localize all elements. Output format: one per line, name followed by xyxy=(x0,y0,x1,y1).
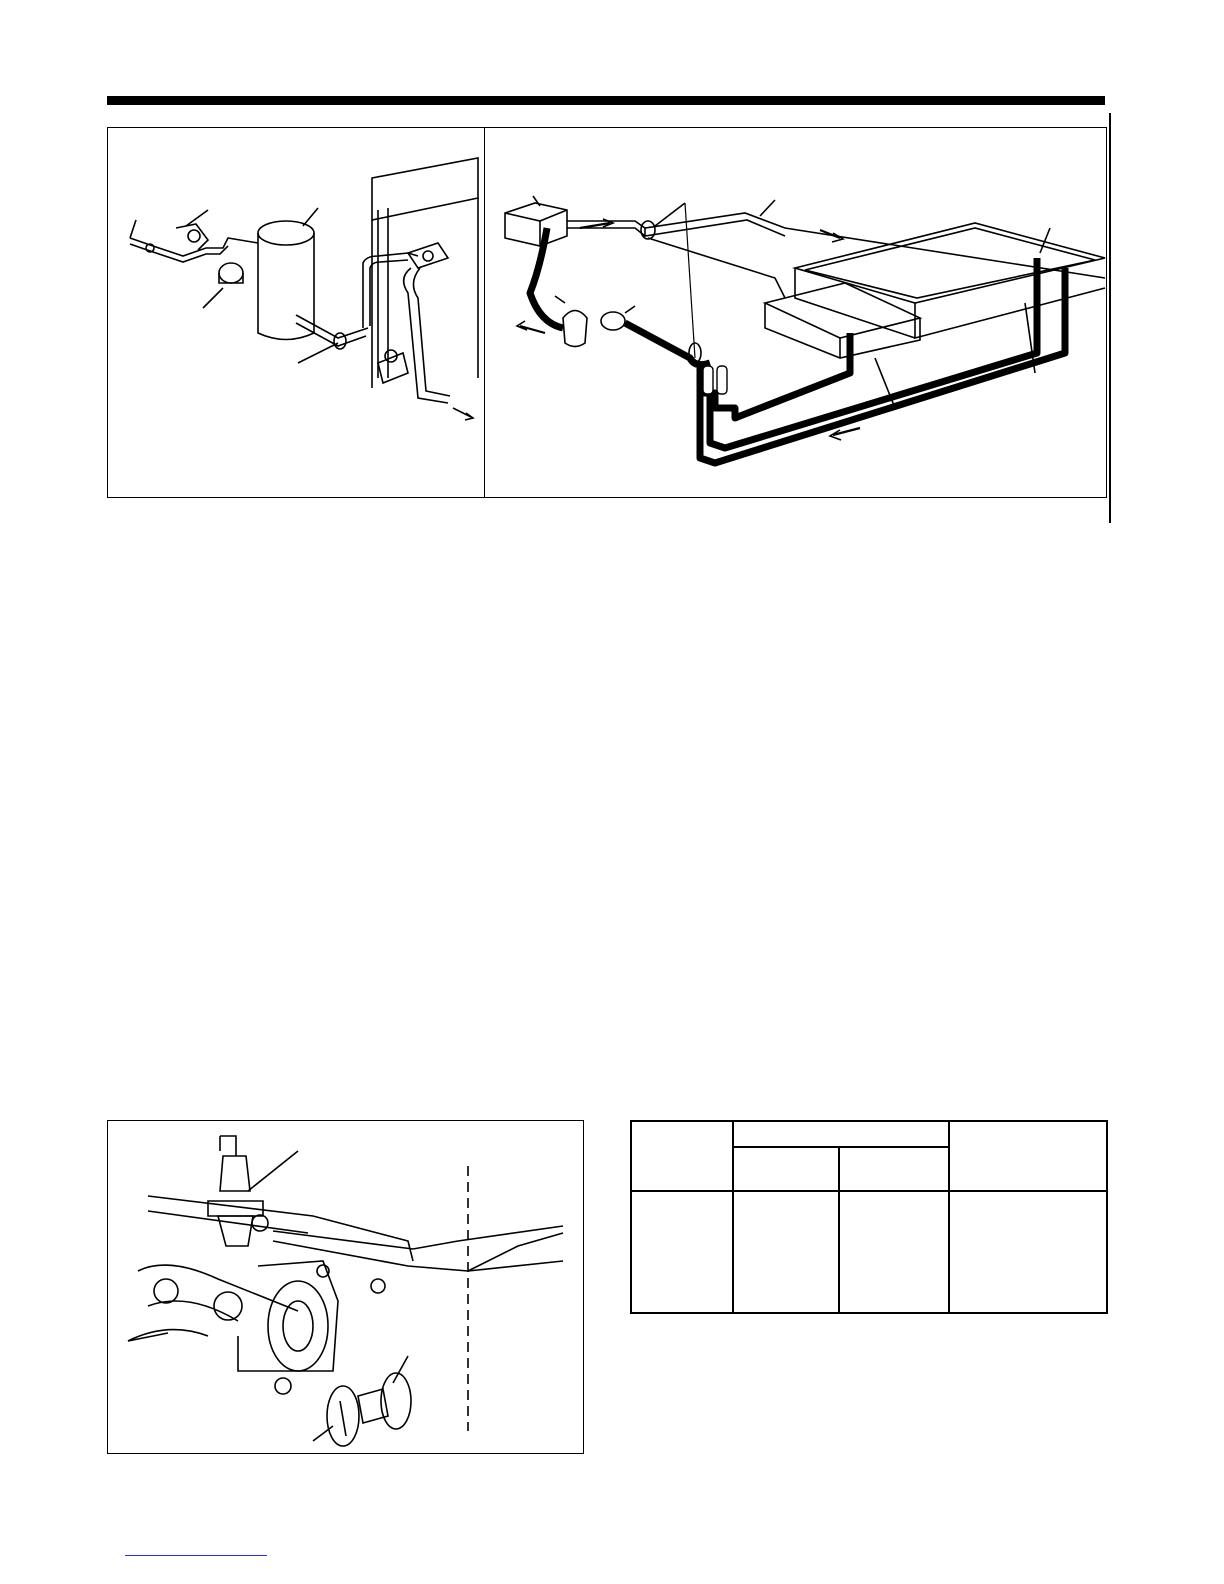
oil-tank xyxy=(505,203,567,246)
table-cell xyxy=(631,1191,733,1313)
spec-table-grid xyxy=(630,1120,1108,1314)
header-rule xyxy=(107,96,1105,105)
footer-link-underline[interactable] xyxy=(125,1555,267,1556)
oil-return-circuit-drawing xyxy=(485,128,1108,499)
table-header-cell xyxy=(949,1121,1107,1191)
pump xyxy=(601,312,625,330)
table-header-cell xyxy=(631,1121,733,1191)
oil-separator-piping-drawing xyxy=(108,128,487,499)
oil-separator-piping-figure xyxy=(107,127,486,498)
spec-table xyxy=(630,1120,1106,1314)
table-cell xyxy=(949,1191,1107,1313)
solenoid-valve xyxy=(219,263,243,283)
table-header-cell xyxy=(733,1121,949,1147)
filter xyxy=(563,311,587,347)
table-cell xyxy=(839,1191,949,1313)
pump-safety-valve-drawing xyxy=(108,1121,585,1455)
side-margin-rule xyxy=(1109,113,1111,523)
table-subheader-cell xyxy=(733,1147,839,1191)
oil-return-circuit-figure xyxy=(484,127,1107,498)
table-cell xyxy=(733,1191,839,1313)
table-subheader-cell xyxy=(839,1147,949,1191)
small-tray xyxy=(765,283,920,338)
separator-body xyxy=(258,233,314,340)
separator-cap xyxy=(258,221,314,245)
relief-valve-body xyxy=(220,1156,250,1191)
pump-flange xyxy=(268,1281,328,1371)
pump-safety-valve-figure xyxy=(107,1120,584,1454)
